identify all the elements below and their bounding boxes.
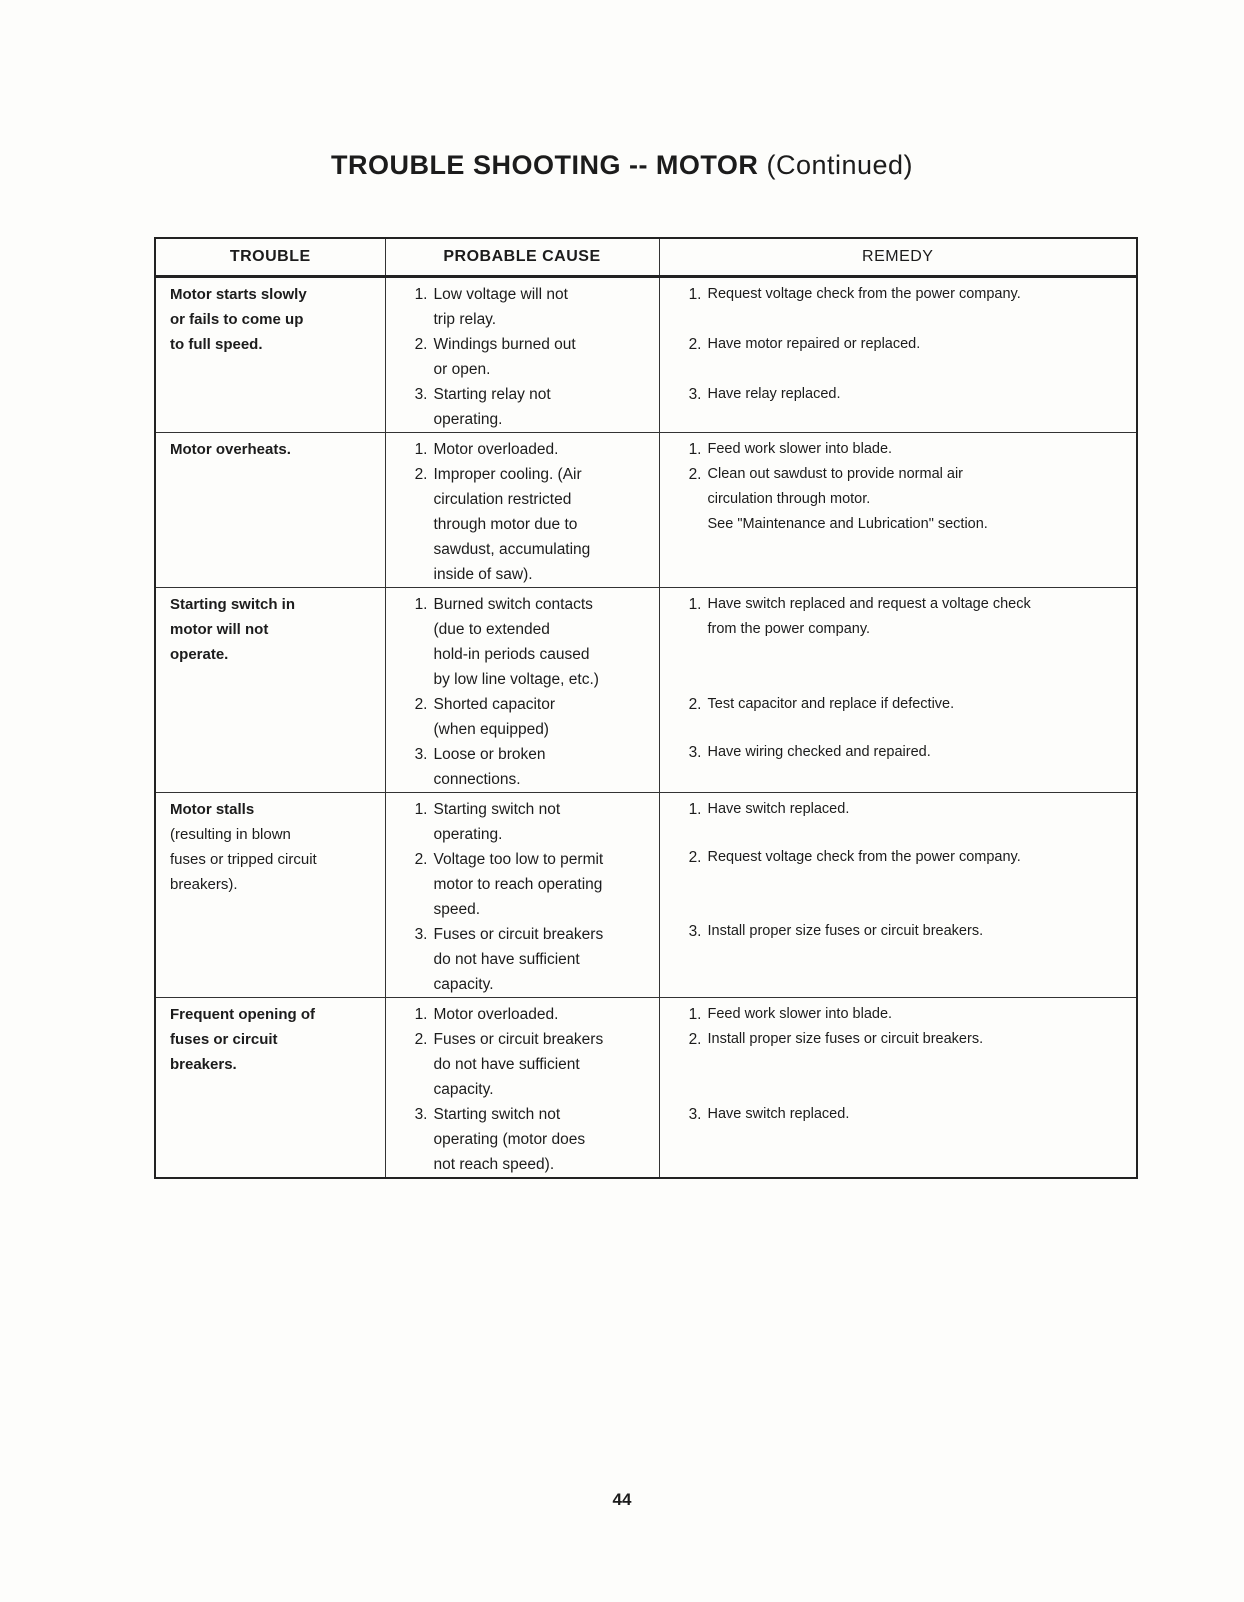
item-number: 3. (688, 744, 702, 761)
item-text: Motor overloaded. (433, 441, 559, 458)
item-text: Fuses or circuit breakers do not have sufficient capacity. (433, 926, 604, 993)
list-item (660, 1002, 1137, 1027)
item-text: Clean out sawdust to provide normal air circulation through motor. See "Maintenance and Lubrication" section. (707, 466, 988, 532)
cause-list (386, 433, 659, 587)
item-number: 3. (688, 386, 702, 403)
item-number: 3. (414, 386, 428, 403)
item-text: Request voltage check from the power company. (707, 286, 1021, 302)
item-number: 1. (688, 596, 702, 613)
cause-list (386, 278, 659, 432)
item-text: Have relay replaced. (707, 386, 841, 402)
cause-cell (385, 433, 659, 588)
item-text: Shorted capacitor (when equipped) (433, 696, 555, 738)
item-text: Low voltage will not trip relay. (433, 286, 568, 328)
item-text: Feed work slower into blade. (707, 441, 893, 457)
item-number: 1. (688, 801, 702, 818)
item-number: 2. (688, 696, 702, 713)
item-number: 1. (414, 596, 428, 613)
list-item (386, 382, 659, 432)
remedy-cell (659, 588, 1137, 793)
trouble-cell (155, 433, 385, 588)
list-item (386, 592, 659, 692)
header-cause: PROBABLE CAUSE (385, 238, 659, 277)
item-text: Improper cooling. (Air circulation restricted through motor due to sawdust, accumulating inside of saw). (433, 466, 591, 583)
trouble-cell (155, 277, 385, 433)
item-number: 3. (688, 1106, 702, 1123)
list-item (660, 1102, 1137, 1127)
trouble-text: Motor overheats. (170, 441, 291, 458)
list-item (386, 797, 659, 847)
item-number: 2. (414, 336, 428, 353)
item-text: Test capacitor and replace if defective. (707, 696, 955, 712)
table-row (155, 433, 1137, 588)
item-text: Have motor repaired or replaced. (707, 336, 921, 352)
table-row (155, 277, 1137, 433)
item-number: 1. (414, 1006, 428, 1023)
table-row (155, 793, 1137, 998)
item-number: 2. (688, 336, 702, 353)
remedy-cell (659, 277, 1137, 433)
trouble-cell (155, 588, 385, 793)
remedy-cell (659, 433, 1137, 588)
remedy-list (660, 588, 1137, 765)
item-text: Have switch replaced. (707, 1106, 850, 1122)
remedy-cell (659, 998, 1137, 1179)
list-item (386, 922, 659, 997)
item-text: Starting switch not operating. (433, 801, 561, 843)
item-number: 1. (688, 286, 702, 303)
header-remedy: REMEDY (659, 238, 1137, 277)
trouble-cell (155, 793, 385, 998)
cause-cell (385, 277, 659, 433)
trouble-cell (155, 998, 385, 1179)
item-text: Windings burned out or open. (433, 336, 576, 378)
item-number: 2. (414, 466, 428, 483)
item-number: 3. (688, 923, 702, 940)
list-item (386, 847, 659, 922)
item-text: Starting relay not operating. (433, 386, 551, 428)
item-text: Have switch replaced and request a voltage check from the power company. (707, 596, 1031, 637)
list-item (660, 282, 1137, 332)
trouble-text: Frequent opening of fuses or circuit breakers. (170, 1006, 315, 1073)
list-item (660, 462, 1137, 537)
table-row (155, 998, 1137, 1179)
list-item (660, 692, 1137, 740)
item-text: Voltage too low to permit motor to reach operating speed. (433, 851, 604, 918)
item-number: 3. (414, 1106, 428, 1123)
item-text: Fuses or circuit breakers do not have sufficient capacity. (433, 1031, 604, 1098)
item-number: 3. (414, 926, 428, 943)
cause-cell (385, 998, 659, 1179)
item-number: 1. (688, 1006, 702, 1023)
remedy-list (660, 998, 1137, 1127)
remedy-cell (659, 793, 1137, 998)
item-number: 2. (414, 851, 428, 868)
page-title-main: TROUBLE SHOOTING -- MOTOR (330, 150, 759, 180)
item-number: 1. (688, 441, 702, 458)
remedy-list (660, 278, 1137, 407)
item-text: Burned switch contacts (due to extended hold-in periods caused by low line voltage, etc.) (433, 596, 599, 688)
list-item (386, 742, 659, 792)
item-number: 1. (414, 441, 428, 458)
list-item (660, 1027, 1137, 1102)
list-item (386, 332, 659, 382)
cause-list (386, 793, 659, 997)
item-text: Install proper size fuses or circuit breakers. (707, 1031, 984, 1047)
cause-list (386, 998, 659, 1177)
item-number: 2. (688, 466, 702, 483)
item-text: Starting switch not operating (motor does not reach speed). (433, 1106, 586, 1173)
list-item (386, 282, 659, 332)
item-number: 2. (688, 1031, 702, 1048)
list-item (386, 462, 659, 587)
page-title (0, 150, 1244, 181)
list-item (386, 437, 659, 462)
page-title-suffix: (Continued) (766, 150, 914, 180)
list-item (660, 845, 1137, 919)
list-item (386, 1102, 659, 1177)
list-item (660, 382, 1137, 407)
item-text: Have wiring checked and repaired. (707, 744, 931, 760)
page-number: 44 (612, 1490, 632, 1509)
trouble-text-bold: Motor stalls (170, 801, 255, 818)
trouble-text-rest: (resulting in blown fuses or tripped circuit breakers). (170, 826, 317, 893)
list-item (660, 437, 1137, 462)
item-number: 2. (414, 1031, 428, 1048)
list-item (660, 797, 1137, 845)
remedy-list (660, 433, 1137, 537)
item-number: 1. (414, 286, 428, 303)
trouble-text (156, 793, 340, 897)
list-item (386, 1027, 659, 1102)
item-number: 2. (688, 849, 702, 866)
list-item (386, 692, 659, 742)
cause-cell (385, 588, 659, 793)
item-text: Loose or broken connections. (433, 746, 546, 788)
header-trouble: TROUBLE (155, 238, 385, 277)
list-item (386, 1002, 659, 1027)
list-item (660, 332, 1137, 382)
item-number: 2. (414, 696, 428, 713)
item-number: 3. (414, 746, 428, 763)
list-item (660, 740, 1137, 765)
item-number: 1. (414, 801, 428, 818)
troubleshooting-table (154, 237, 1138, 1179)
trouble-text: Motor starts slowly or fails to come up to full speed. (170, 286, 307, 353)
item-text: Install proper size fuses or circuit breakers. (707, 923, 984, 939)
item-text: Have switch replaced. (707, 801, 850, 817)
trouble-text: Starting switch in motor will not operate. (170, 596, 296, 663)
cause-list (386, 588, 659, 792)
table-header-row (155, 238, 1137, 277)
cause-cell (385, 793, 659, 998)
table-row (155, 588, 1137, 793)
item-text: Motor overloaded. (433, 1006, 559, 1023)
list-item (660, 592, 1137, 692)
item-text: Request voltage check from the power company. (707, 849, 1021, 865)
remedy-list (660, 793, 1137, 944)
list-item (660, 919, 1137, 944)
item-text: Feed work slower into blade. (707, 1006, 893, 1022)
